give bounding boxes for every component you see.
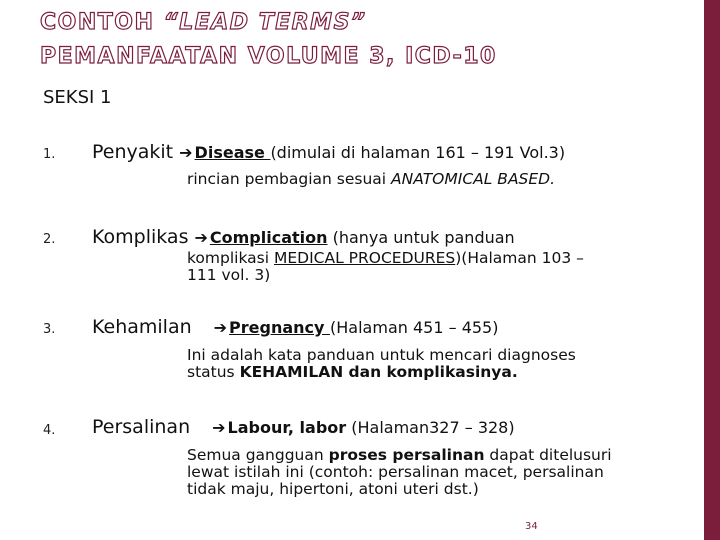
desc-text: lewat istilah ini (contoh: persalinan macet, persalinan bbox=[187, 463, 604, 481]
item-main-line bbox=[92, 226, 515, 248]
item-description bbox=[187, 347, 687, 381]
desc-emphasis: ANATOMICAL BASED. bbox=[391, 170, 556, 188]
page-number: 34 bbox=[525, 521, 538, 532]
item-term: Persalinan bbox=[92, 416, 191, 438]
item-number: 3. bbox=[43, 322, 56, 337]
desc-text: rincian pembagian sesuai bbox=[187, 170, 392, 188]
arrow-icon: ➔ bbox=[212, 418, 226, 437]
item-description bbox=[187, 250, 687, 284]
item-term: Kehamilan bbox=[92, 316, 192, 338]
item-number: 1. bbox=[43, 147, 56, 162]
side-accent-bar bbox=[704, 0, 720, 540]
desc-emphasis: KEHAMILAN dan komplikasinya. bbox=[239, 363, 518, 381]
item-main-line bbox=[92, 416, 515, 438]
desc-text: dapat ditelusuri bbox=[484, 446, 612, 464]
arrow-icon: ➔ bbox=[179, 143, 193, 162]
item-term: Penyakit bbox=[92, 141, 174, 163]
desc-text: tidak maju, hipertoni, atoni uteri dst.) bbox=[187, 480, 479, 498]
item-english-term: Disease bbox=[194, 143, 271, 162]
item-description bbox=[187, 171, 687, 188]
desc-text: status bbox=[187, 363, 240, 381]
item-number: 4. bbox=[43, 423, 56, 438]
title-part: CONTOH bbox=[40, 10, 164, 35]
item-english-term: Labour, labor bbox=[227, 418, 347, 437]
item-note: (hanya untuk panduan bbox=[327, 228, 515, 247]
arrow-icon: ➔ bbox=[213, 318, 228, 337]
item-note: (dimulai di halaman 161 – 191 Vol.3) bbox=[270, 143, 566, 162]
desc-text: komplikasi bbox=[187, 249, 274, 267]
item-number: 2. bbox=[43, 232, 56, 247]
section-heading: SEKSI 1 bbox=[43, 87, 112, 108]
item-description bbox=[187, 447, 687, 498]
item-term: Komplikas bbox=[92, 226, 189, 248]
arrow-icon: ➔ bbox=[194, 228, 208, 247]
item-main-line bbox=[92, 316, 498, 338]
item-english-term: Complication bbox=[209, 228, 328, 247]
item-note: (Halaman327 – 328) bbox=[346, 418, 515, 437]
desc-emphasis: MEDICAL PROCEDURES bbox=[273, 249, 456, 267]
desc-emphasis: proses persalinan bbox=[328, 446, 485, 464]
item-note: (Halaman 451 – 455) bbox=[330, 318, 499, 337]
item-english-term: Pregnancy bbox=[229, 318, 331, 337]
slide-title-line-2: PEMANFAATAN VOLUME 3, ICD-10 bbox=[40, 44, 497, 69]
desc-text: 111 vol. 3) bbox=[187, 266, 271, 284]
item-main-line bbox=[92, 141, 565, 163]
desc-text: )(Halaman 103 – bbox=[455, 249, 584, 267]
desc-text: Semua gangguan bbox=[187, 446, 329, 464]
title-lead-terms: “LEAD TERMS” bbox=[163, 10, 367, 35]
desc-text: Ini adalah kata panduan untuk mencari diagnoses bbox=[187, 346, 576, 364]
slide-title-line-1 bbox=[40, 10, 367, 35]
